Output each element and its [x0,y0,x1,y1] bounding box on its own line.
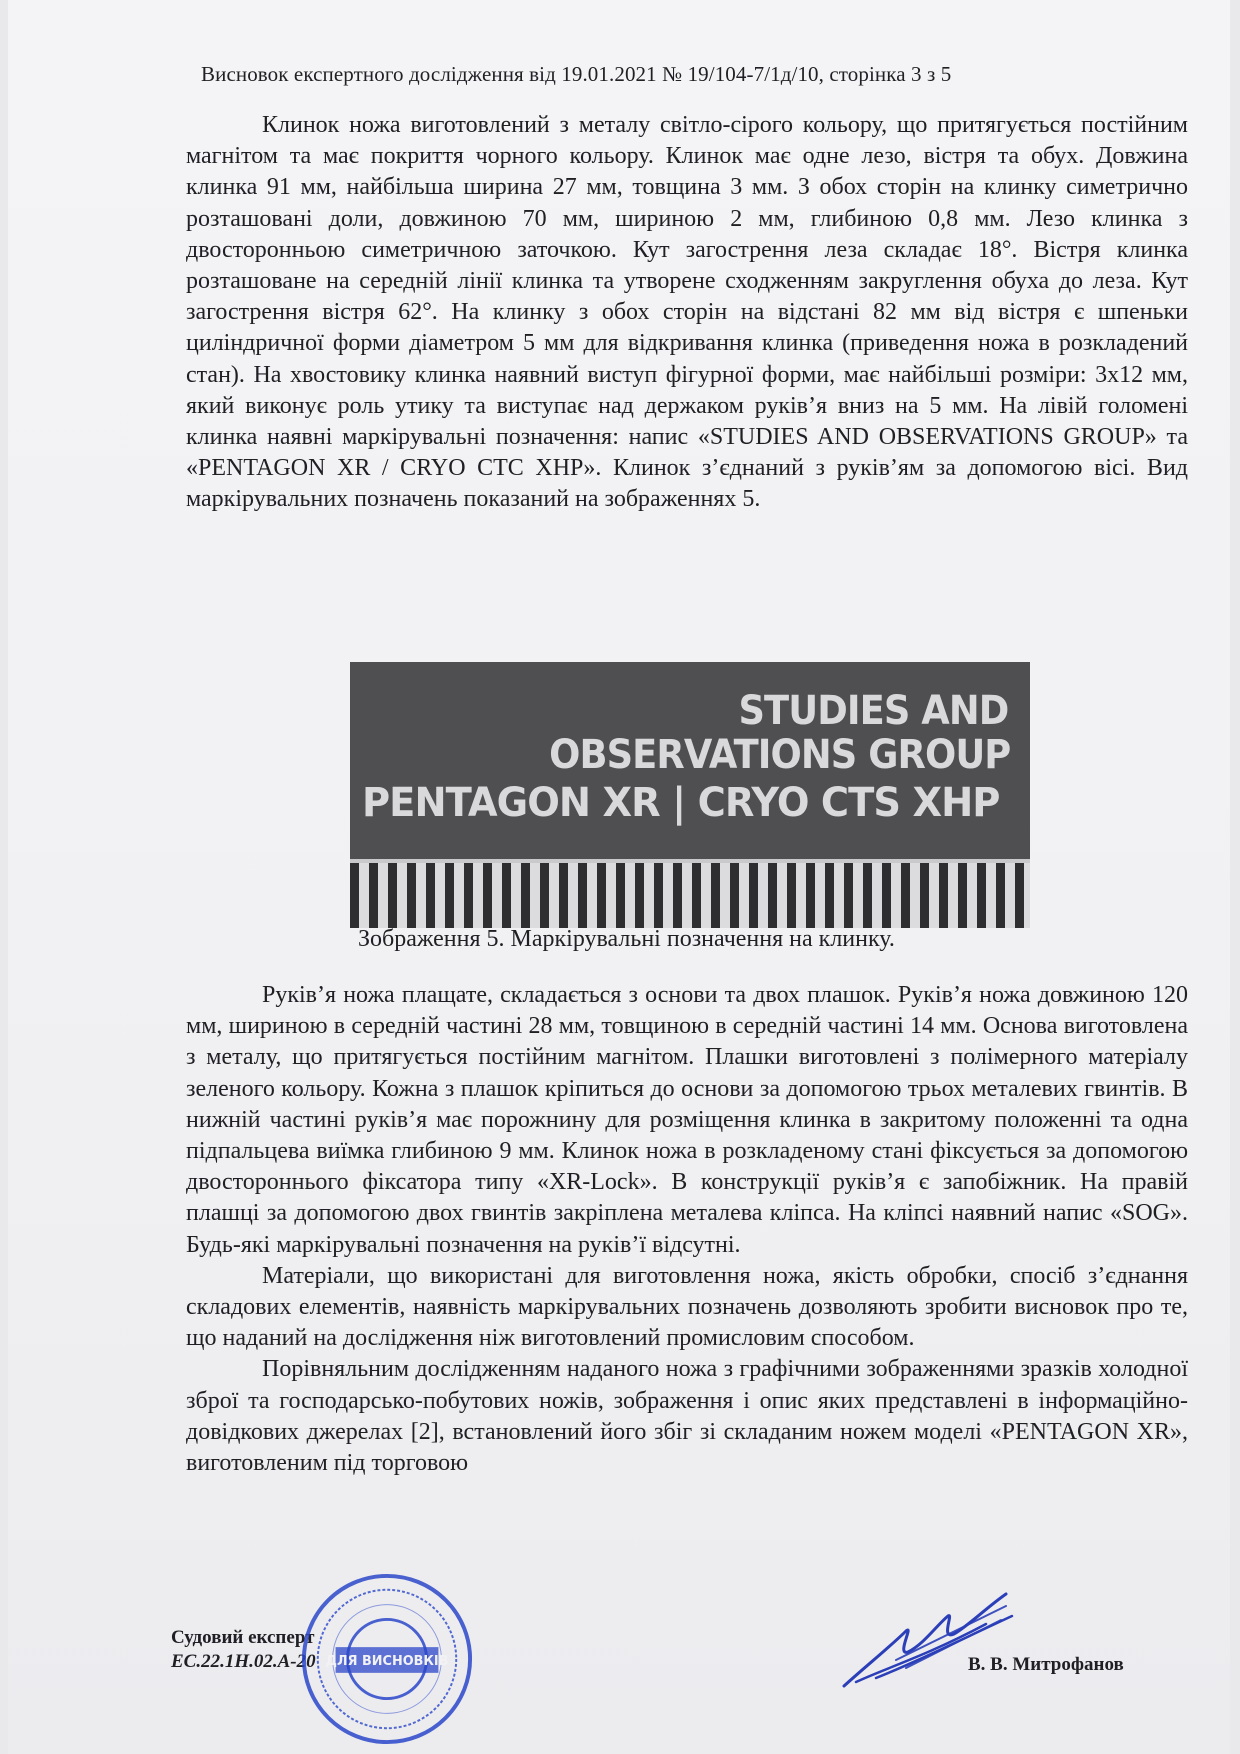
figure-caption: Зображення 5. Маркірувальні позначення на клинку. [358,926,895,952]
marking-line-1: STUDIES AND [738,688,1008,734]
paragraph: Порівняльним дослідженням наданого ножа з графічними зображеннями зразків холодної зброї та господарсько-побутових ножів, зображення і опис яких представлені в інформаційно-довідкових джерелах [2], встановлений його збіг зі складаним ножем моделі «PENTAGON XR», виготовленим під торговою [186,1356,1188,1477]
marking-photo [350,662,1030,928]
official-stamp [298,1570,476,1748]
expert-block [171,1626,316,1674]
paragraph: Матеріали, що використані для виготовлення ножа, якість обробки, спосіб з’єднання складових елементів, наявність маркірувальних позначень дозволяють зробити висновок про те, що наданий на дослідження ніж виготовлений промисловим способом. [186,1262,1188,1352]
marking-line-3: PENTAGON XR | CRYO CTS XHP [362,780,1000,826]
expert-code: ЕС.22.1Н.02.А-20 [171,1651,316,1672]
handle-description [186,980,1188,1479]
document-page [8,0,1230,1754]
marking-line-2: OBSERVATIONS GROUP [548,732,1010,778]
paragraph: Руків’я ножа плащате, складається з основи та двох плашок. Руків’я ножа довжиною 120 мм, шириною в середній частині 28 мм, товщиною в середній частині 14 мм. Основа виготовлена з металу, що притягується постійним магнітом. Плашки виготовлені з полімерного матеріалу зеленого кольору. Кожна з плашок кріпиться до основи за допомогою трьох металевих гвинтів. В нижній частині руків’я має порожнину для розміщення клинка в закритому положенні та одна підпальцева виїмка глибиною 9 мм. Клинок ножа в розкладеному стані фіксується за допомогою двостороннього фіксатора типу «XR-Lock». В конструкції руків’я є запобіжник. На правій плашці за допомогою двох гвинтів закріплена металева кліпса. На кліпсі наявний напис «SOG». Будь-які маркірувальні позначення на руків’ї відсутні. [186,982,1188,1258]
page-header: Висновок експертного дослідження від 19.01.2021 № 19/104-7/1д/10, сторінка 3 з 5 [201,62,952,86]
expert-title: Судовий експерт [171,1627,315,1648]
paragraph: Клинок ножа виготовлений з металу світло-сірого кольору, що притягується постійним магнітом та має покриття чорного кольору. Клинок має одне лезо, вістря та обух. Довжина клинка 91 мм, найбільша ширина 27 мм, товщина 3 мм. З обох сторін на клинку симетрично розташовані доли, довжиною 70 мм, шириною 2 мм, глибиною 0,8 мм. Лезо клинка з двосторонньою симетричною заточкою. Кут загострення леза складає 18°. Вістря клинка розташоване на середній лінії клинка та утворене сходженням закруглення обуха до леза. Кут загострення вістря 62°. На клинку з обох сторін на відстані 82 мм від вістря є шпеньки циліндричної форми діаметром 5 мм для відкривання клинка (приведення ножа в розкладений стан). На хвостовику клинка наявний виступ фігурної форми, має найбільші розміри: 3х12 мм, який виконує роль утику та виступає над держаком руків’я вниз на 5 мм. На лівій голомені клинка наявні маркірувальні позначення: напис «STUDIES AND OBSERVATIONS GROUP» та «PENTAGON XR / CRYO CTC XHP». Клинок з’єднаний з руків’ям за допомогою вісі. Вид маркірувальних позначень показаний на зображеннях 5. [186,112,1188,513]
signatory-name: В. В. Митрофанов [968,1654,1124,1675]
blade-description [186,110,1188,516]
handwritten-signature [836,1586,1016,1696]
stamp-text: ДЛЯ ВИСНОВКІВ [325,1653,449,1669]
blade-serration-pattern [350,859,1030,928]
